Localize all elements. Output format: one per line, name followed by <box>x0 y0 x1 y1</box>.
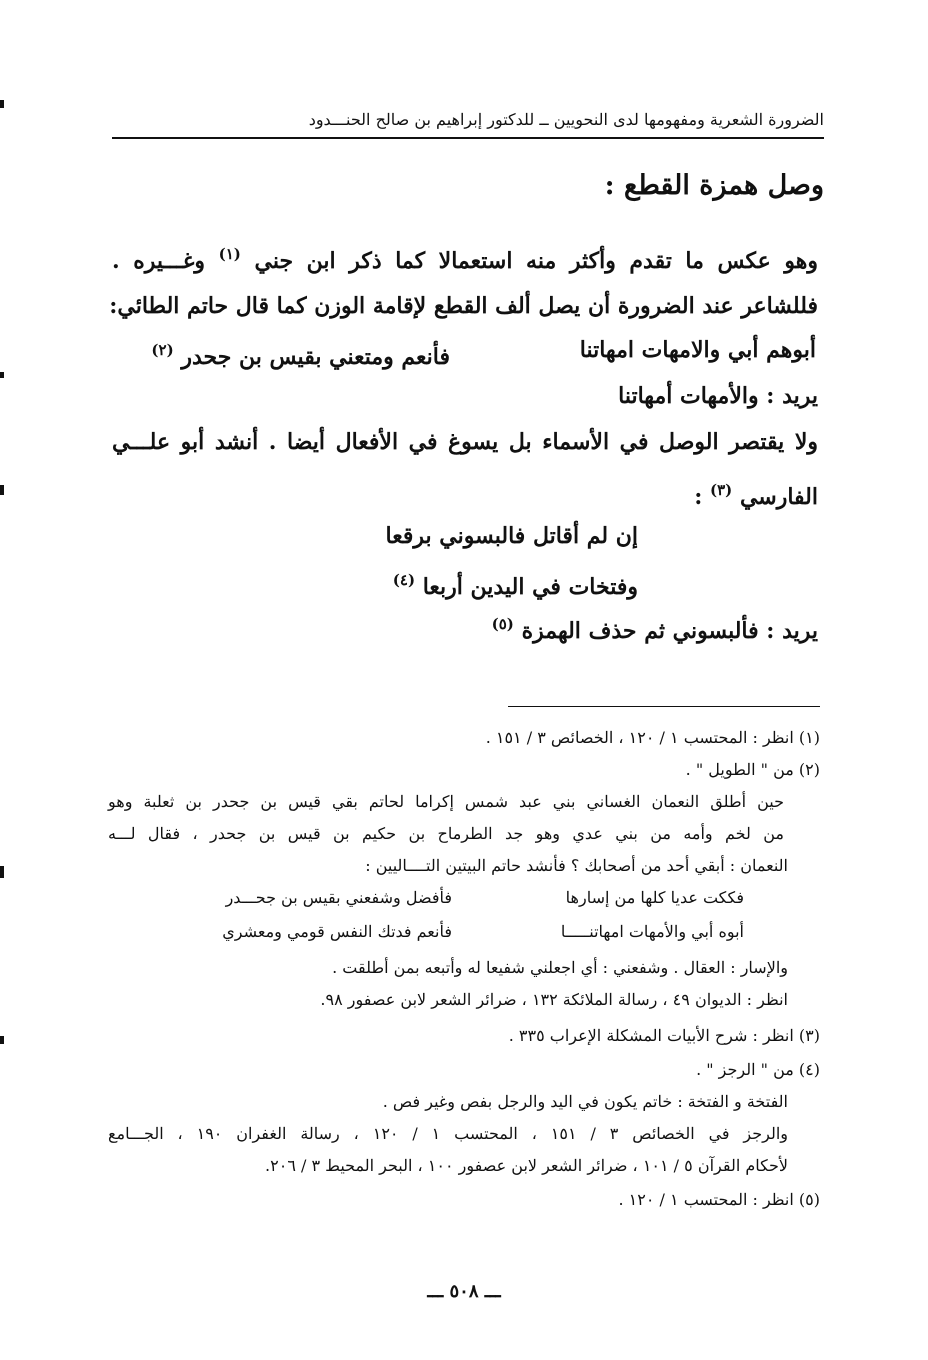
body-line-9-text: يريد : فألبسوني ثم حذف الهمزة <box>521 618 818 644</box>
footnote-ref-3: (٣) <box>710 481 733 499</box>
rajaz-line-1: إن لم أقاتل فالبسوني برقعا <box>385 523 638 549</box>
page-number: ـــ ٥٠٨ ـــ <box>427 1281 501 1302</box>
footnote-2-line-3: النعمان : أبقي أحد من أصحابك ؟ فأنشد حاتم البيتين التــــاليين : <box>365 856 788 875</box>
scan-mark <box>0 100 4 108</box>
verse-1-first-half: أبوهم أبي والامهات امهاتنا <box>579 337 816 363</box>
body-line-6-end: : <box>694 484 703 510</box>
scan-mark <box>0 866 4 878</box>
footnote-2-verse-2-a: أبوه أبي والأمهات امهاتنـــــا <box>560 922 744 941</box>
footnote-2-line-5: انظر : الديوان ٤٩ ، رسالة الملائكة ١٣٢ ، ضرائر الشعر لابن عصفور ٩٨. <box>320 990 788 1009</box>
body-line-9 <box>492 606 818 649</box>
body-line-1 <box>112 236 818 279</box>
footnote-2: (٢) من " الطويل " . <box>685 760 820 779</box>
footnote-ref-5: (٥) <box>491 615 514 633</box>
footnote-rule <box>508 706 820 707</box>
body-line-1-end: وغـــيره . <box>112 248 206 274</box>
body-line-5: ولا يقتصر الوصل في الأسماء بل يسوغ في الأفعال أيضا . أنشد أبو علـــي <box>112 429 818 455</box>
verse-1-second-text: فأنعم ومتعني بقيس بن جحدر <box>181 344 450 370</box>
footnote-2-verse-2-b: فأنعم فدتك النفس قومي ومعشري <box>222 922 452 941</box>
footnote-2-verse-1-a: فككت عديا كلها من إسارها <box>565 888 744 907</box>
header-rule <box>112 137 824 139</box>
footnote-2-verse-1-b: فأفضل وشفعني بقيس بن جحـــدر <box>225 888 452 907</box>
footnote-ref-2: (٢) <box>151 341 174 359</box>
running-header: الضرورة الشعرية ومفهومها لدى النحويين ــ للدكتور إبراهيم بن صالح الحنـــدود <box>308 110 824 129</box>
footnote-2-line-4: والإسار : العقال . وشفعني : أي اجعلني شفيعا له وأتبعه بمن أطلقت . <box>332 958 788 977</box>
footnote-ref-4: (٤) <box>392 571 416 589</box>
footnote-2-line-1: حين أطلق النعمان الغساني بني عبد شمس إكراما لحاتم بقي قيس بن جحدر بن ثعلبة وهو <box>108 792 784 811</box>
section-title: وصل همزة القطع : <box>604 170 824 201</box>
footnote-ref-1: (١) <box>218 245 241 263</box>
footnote-4-line-2: والرجز في الخصائص ٣ / ١٥١ ، المحتسب ١ / ١٢٠ ، رسالة الغفران ١٩٠ ، الجـــامع <box>108 1124 789 1143</box>
body-line-6-text: الفارسي <box>739 484 818 510</box>
body-line-6 <box>694 472 818 515</box>
footnote-1: (١) انظر : المحتسب ١ / ١٢٠ ، الخصائص ٣ / ١٥١ . <box>485 728 820 747</box>
scan-mark <box>0 1036 4 1044</box>
body-line-1-text: وهو عكس ما تقدم وأكثر منه استعمالا كما ذكر ابن جني <box>254 248 818 274</box>
rajaz-line-2-text: وفتخات في اليدين أربعا <box>422 574 638 600</box>
scan-mark <box>0 372 4 378</box>
footnote-5: (٥) انظر : المحتسب ١ / ١٢٠ . <box>618 1190 820 1209</box>
footnote-4-line-1: الفتخة و الفتخة : خاتم يكون في اليد والرجل بفص وغير فص . <box>382 1092 788 1111</box>
scan-mark <box>0 485 4 495</box>
footnote-3: (٣) انظر : شرح الأبيات المشكلة الإعراب ٣٣٥ . <box>508 1026 820 1045</box>
body-line-2: فللشاعر عند الضرورة أن يصل ألف القطع لإقامة الوزن كما قال حاتم الطائي: <box>109 293 818 319</box>
footnote-4-line-3: لأحكام القرآن ٥ / ١٠١ ، ضرائر الشعر لابن عصفور ١٠٠ ، البحر المحيط ٣ / ٢٠٦. <box>265 1156 788 1175</box>
verse-1-second-half <box>151 332 450 375</box>
body-line-4: يريد : والأمهات أمهاتنا <box>618 383 818 409</box>
footnote-4: (٤) من " الرجز " . <box>696 1060 820 1079</box>
rajaz-line-2 <box>393 562 638 605</box>
footnote-2-line-2: من لخم وأمه من بني عدي وهو جد الطرماح بن حكيم بن قيس بن جحدر ، فقال لـــه <box>108 824 784 843</box>
